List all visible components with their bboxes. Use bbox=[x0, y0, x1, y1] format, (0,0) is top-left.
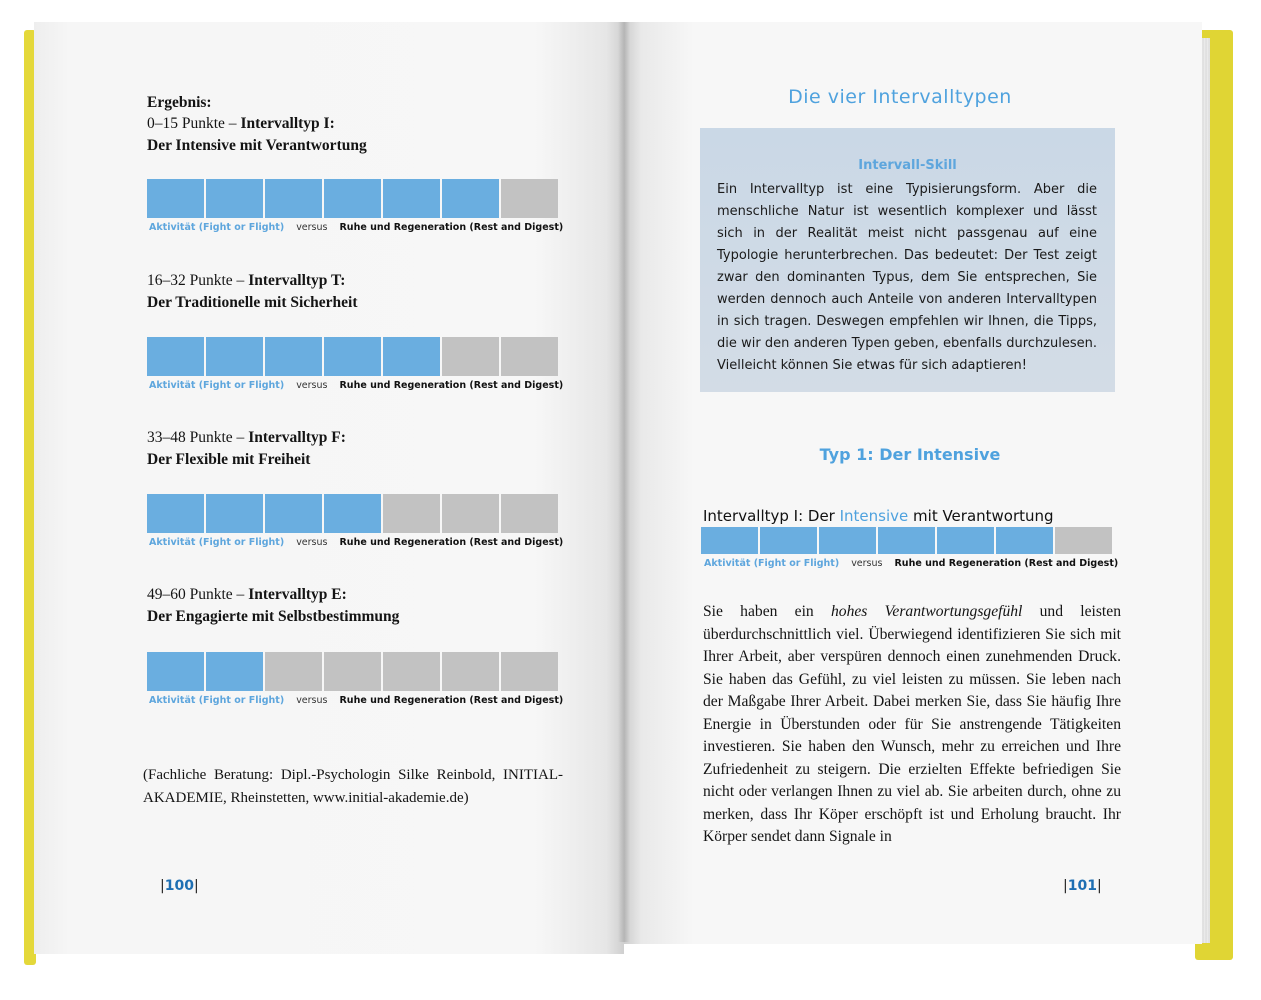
rest-cell bbox=[501, 652, 558, 691]
body-rest: und leisten überdurchschnittlich viel. Überwiegend identifizieren Sie sich mit Ihrer Arbeit, aber verspüren dennoch einen zunehmenden Druck. Sie haben das Gefühl, zu viel leisten zu müssen. Sie leben nach der Maßgabe Ihrer Arbeit. Dabei merken Sie, dass Sie häufig Ihre Energie in Überstunden oder für Sie anstrengende Tätigkeiten investieren. Sie haben den Wunsch, mehr zu erreichen und Ihre Zufriedenheit zu steigern. Die erzielten Effekte befriedigen Sie nicht oder verlangen Ihnen zu viel ab. Sie arbeiten durch, ohne zu merken, dass Ihr Köper erschöpft ist und Erholung braucht. Ihr Körper sendet dann Signale in bbox=[703, 603, 1121, 845]
interval-label-highlight: Intensive bbox=[839, 507, 909, 525]
activity-cell bbox=[147, 494, 204, 533]
result-3-name: Der Flexible mit Freiheit bbox=[147, 451, 311, 468]
activity-cell bbox=[206, 494, 263, 533]
legend-versus: versus bbox=[296, 537, 328, 548]
legend-activity: Aktivität (Fight or Flight) bbox=[149, 537, 285, 548]
interval-label-before: Intervalltyp I: Der bbox=[703, 507, 840, 525]
legend-versus: versus bbox=[296, 380, 328, 391]
rest-cell bbox=[383, 652, 440, 691]
expert-credit: (Fachliche Beratung: Dipl.-Psychologin Silke Reinbold, INITIAL-AKADEMIE, Rheinstetten, www.initial-akademie.de) bbox=[143, 767, 563, 806]
interval-skill-box bbox=[700, 128, 1115, 392]
activity-cell bbox=[147, 337, 204, 376]
activity-cell bbox=[760, 527, 817, 554]
activity-cell bbox=[206, 652, 263, 691]
legend-versus: versus bbox=[296, 222, 328, 233]
result-2-type: Intervalltyp T: bbox=[248, 272, 346, 289]
rest-cell bbox=[501, 337, 558, 376]
type-1-interval-bar bbox=[701, 527, 1114, 554]
skill-box-heading: Intervall-Skill bbox=[858, 158, 957, 173]
body-lead: Sie haben ein bbox=[703, 603, 831, 620]
rest-cell bbox=[442, 337, 499, 376]
activity-cell bbox=[442, 179, 499, 218]
rest-cell bbox=[501, 179, 558, 218]
type-1-legend bbox=[704, 558, 1118, 569]
activity-cell bbox=[324, 494, 381, 533]
activity-cell bbox=[878, 527, 935, 554]
page-number-right-value: 101 bbox=[1067, 878, 1097, 894]
result-2-interval-bar bbox=[147, 337, 560, 376]
activity-cell bbox=[383, 337, 440, 376]
page-number-left-value: 100 bbox=[164, 878, 194, 894]
result-2-legend bbox=[149, 380, 563, 391]
left-page bbox=[34, 22, 624, 954]
activity-cell bbox=[324, 337, 381, 376]
interval-type-label bbox=[703, 507, 1054, 525]
result-3-type: Intervalltyp F: bbox=[248, 429, 346, 446]
activity-cell bbox=[147, 179, 204, 218]
activity-cell bbox=[701, 527, 758, 554]
result-3-interval-bar bbox=[147, 494, 560, 533]
section-heading: Typ 1: Der Intensive bbox=[819, 445, 1001, 464]
activity-cell bbox=[147, 652, 204, 691]
activity-cell bbox=[996, 527, 1053, 554]
legend-versus: versus bbox=[851, 558, 883, 569]
result-1-range: 0–15 Punkte – bbox=[147, 115, 241, 132]
result-2-name: Der Traditionelle mit Sicherheit bbox=[147, 294, 358, 311]
activity-cell bbox=[265, 337, 322, 376]
results-heading: Ergebnis: bbox=[147, 94, 212, 111]
activity-cell bbox=[819, 527, 876, 554]
result-4-type: Intervalltyp E: bbox=[248, 586, 347, 603]
result-4-title bbox=[147, 584, 399, 628]
interval-label-after: mit Verantwortung bbox=[908, 507, 1054, 525]
rest-cell bbox=[265, 652, 322, 691]
result-1-name: Der Intensive mit Verantwortung bbox=[147, 137, 367, 154]
result-2-title bbox=[147, 270, 358, 314]
activity-cell bbox=[206, 179, 263, 218]
result-1-title bbox=[147, 113, 367, 157]
page-number-right: |101| bbox=[1063, 878, 1102, 894]
activity-cell bbox=[265, 179, 322, 218]
result-1-type: Intervalltyp I: bbox=[240, 115, 335, 132]
result-4-legend bbox=[149, 695, 563, 706]
result-1-interval-bar bbox=[147, 179, 560, 218]
rest-cell bbox=[442, 652, 499, 691]
legend-rest: Ruhe und Regeneration (Rest and Digest) bbox=[339, 537, 564, 548]
legend-versus: versus bbox=[296, 695, 328, 706]
rest-cell bbox=[324, 652, 381, 691]
chapter-title: Die vier Intervalltypen bbox=[788, 86, 1012, 108]
result-4-range: 49–60 Punkte – bbox=[147, 586, 249, 603]
result-3-legend bbox=[149, 537, 563, 548]
activity-cell bbox=[324, 179, 381, 218]
rest-cell bbox=[383, 494, 440, 533]
result-1-legend bbox=[149, 222, 563, 233]
legend-activity: Aktivität (Fight or Flight) bbox=[149, 380, 285, 391]
legend-activity: Aktivität (Fight or Flight) bbox=[149, 695, 285, 706]
rest-cell bbox=[1055, 527, 1112, 554]
activity-cell bbox=[937, 527, 994, 554]
legend-rest: Ruhe und Regeneration (Rest and Digest) bbox=[339, 222, 564, 233]
rest-cell bbox=[501, 494, 558, 533]
body-emphasis: hohes Verantwortungsgefühl bbox=[830, 603, 1023, 620]
rest-cell bbox=[442, 494, 499, 533]
activity-cell bbox=[206, 337, 263, 376]
book-gutter bbox=[618, 22, 630, 942]
result-3-title bbox=[147, 427, 346, 471]
result-3-range: 33–48 Punkte – bbox=[147, 429, 249, 446]
page-number-left: |100| bbox=[160, 878, 199, 894]
legend-rest: Ruhe und Regeneration (Rest and Digest) bbox=[339, 695, 564, 706]
activity-cell bbox=[383, 179, 440, 218]
legend-rest: Ruhe und Regeneration (Rest and Digest) bbox=[339, 380, 564, 391]
result-2-range: 16–32 Punkte – bbox=[147, 272, 249, 289]
result-4-name: Der Engagierte mit Selbstbestimmung bbox=[147, 608, 400, 625]
body-paragraph bbox=[703, 601, 1121, 849]
legend-rest: Ruhe und Regeneration (Rest and Digest) bbox=[894, 558, 1119, 569]
result-4-interval-bar bbox=[147, 652, 560, 691]
skill-box-text: Ein Intervalltyp ist eine Typisierungsform. Aber die menschliche Natur ist wesentlich komplexer und lässt sich in der Realität meist nicht passgenau auf eine Typologie herunterbrechen. Das bedeutet: Der Test zeigt zwar den dominanten Typus, dem Sie entsprechen, Sie werden dennoch auch Anteile von anderen Intervalltypen in sich tragen. Deswegen empfehlen wir Ihnen, die Tipps, die wir den anderen Typen geben, ebenfalls durchzulesen. Vielleicht können Sie etwas für sich adaptieren! bbox=[717, 182, 1097, 373]
legend-activity: Aktivität (Fight or Flight) bbox=[149, 222, 285, 233]
activity-cell bbox=[265, 494, 322, 533]
legend-activity: Aktivität (Fight or Flight) bbox=[704, 558, 840, 569]
